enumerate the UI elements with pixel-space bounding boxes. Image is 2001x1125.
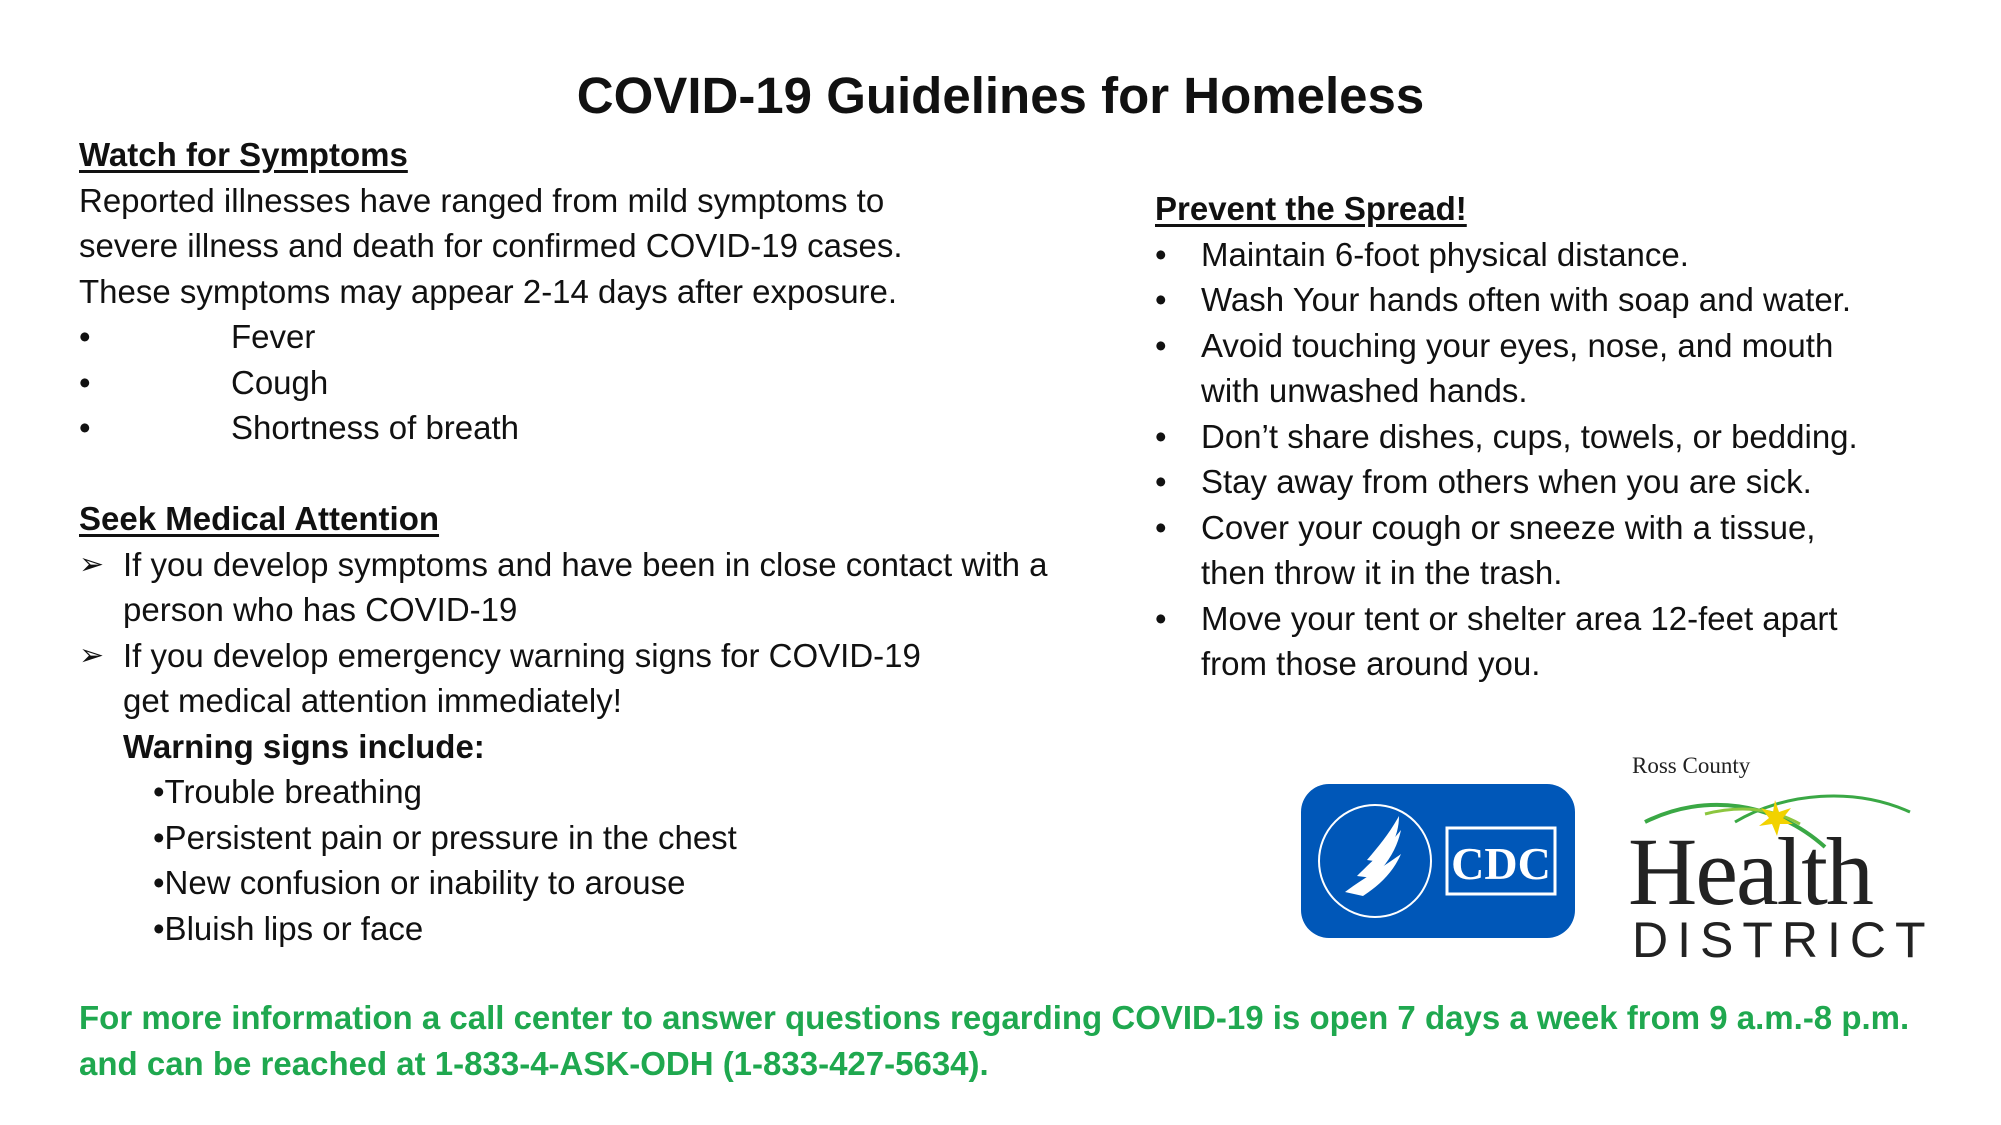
spread-line: Avoid touching your eyes, nose, and mouth <box>1201 326 1834 364</box>
spread-heading: Prevent the Spread! <box>1155 190 1467 227</box>
symptom-label: Shortness of breath <box>231 409 520 446</box>
bullet-icon: • <box>79 318 91 355</box>
symptom-label: Cough <box>231 363 329 401</box>
footer-info <box>79 995 1959 1086</box>
footer-line: For more information a call center to answer questions regarding COVID-19 is open 7 days a week from 9 a.m.-8 p.m. <box>79 999 1910 1036</box>
attention-line: person who has COVID-19 <box>123 591 518 628</box>
attention-line: get medical attention immediately! <box>123 682 622 719</box>
symptoms-intro-line: severe illness and death for confirmed COVID-19 cases. <box>79 227 903 264</box>
ross-county-label: Ross County <box>1632 753 1751 778</box>
list-item <box>79 360 1129 406</box>
bullet-icon: • <box>79 409 91 446</box>
symptoms-intro-line: Reported illnesses have ranged from mild symptoms to <box>79 181 885 219</box>
page-title: COVID-19 Guidelines for Homeless <box>576 67 1425 124</box>
cdc-logo-text: CDC <box>1451 838 1551 889</box>
list-item <box>79 633 1129 724</box>
spread-list <box>1155 232 1915 687</box>
arrow-bullet-icon: ➢ <box>79 638 105 672</box>
list-item <box>1155 596 1915 687</box>
spread-line: then throw it in the trash. <box>1201 554 1563 591</box>
spread-line: Move your tent or shelter area 12-feet apart <box>1201 599 1838 637</box>
spread-line: Stay away from others when you are sick. <box>1201 463 1812 500</box>
left-column <box>79 132 1129 951</box>
symptom-label: Fever <box>231 318 316 355</box>
list-item <box>1155 459 1915 505</box>
symptoms-intro-line: These symptoms may appear 2-14 days after exposure. <box>79 272 898 310</box>
bullet-icon: • <box>1155 599 1167 637</box>
list-item <box>1155 323 1915 414</box>
medical-heading: Seek Medical Attention <box>79 500 440 537</box>
spread-line: with unwashed hands. <box>1201 372 1528 409</box>
bullet-icon: • <box>1155 281 1167 318</box>
cdc-logo <box>1301 784 1575 938</box>
list-item <box>1155 232 1915 278</box>
arrow-bullet-icon: ➢ <box>79 547 105 581</box>
list-item: •Bluish lips or face <box>153 909 424 947</box>
district-logo-text: DISTRICT <box>1632 912 1935 968</box>
spread-line: Wash Your hands often with soap and water. <box>1201 281 1852 318</box>
bullet-icon: • <box>1155 463 1167 500</box>
warning-list <box>79 769 1129 951</box>
list-item <box>79 542 1129 633</box>
list-item <box>79 405 1129 451</box>
bullet-icon: • <box>79 363 91 401</box>
symptom-list <box>79 314 1129 451</box>
bullet-icon: • <box>1155 508 1167 546</box>
spacer <box>79 451 1129 497</box>
warning-heading: Warning signs include: <box>123 727 485 765</box>
health-logo-text: Health <box>1628 818 1872 925</box>
spread-line: Don’t share dishes, cups, towels, or bedding. <box>1201 417 1858 455</box>
list-item <box>79 314 1129 360</box>
attention-line: If you develop emergency warning signs for COVID-19 <box>123 636 921 674</box>
attention-line: If you develop symptoms and have been in close contact with a <box>123 545 1048 583</box>
list-item: •Persistent pain or pressure in the chest <box>153 818 737 856</box>
list-item: •New confusion or inability to arouse <box>153 864 686 901</box>
right-column <box>1155 186 1915 687</box>
spread-line: from those around you. <box>1201 645 1541 682</box>
list-item: •Trouble breathing <box>153 773 422 810</box>
list-item <box>1155 414 1915 460</box>
symptoms-heading: Watch for Symptoms <box>79 136 408 173</box>
spread-line: Maintain 6-foot physical distance. <box>1201 235 1689 273</box>
list-item <box>1155 277 1915 323</box>
attention-list <box>79 542 1129 724</box>
list-item <box>1155 505 1915 596</box>
bullet-icon: • <box>1155 417 1167 455</box>
bullet-icon: • <box>1155 235 1167 273</box>
bullet-icon: • <box>1155 326 1167 364</box>
footer-line: and can be reached at 1-833-4-ASK-ODH (1-833-427-5634). <box>79 1044 989 1082</box>
spread-line: Cover your cough or sneeze with a tissue, <box>1201 508 1816 546</box>
